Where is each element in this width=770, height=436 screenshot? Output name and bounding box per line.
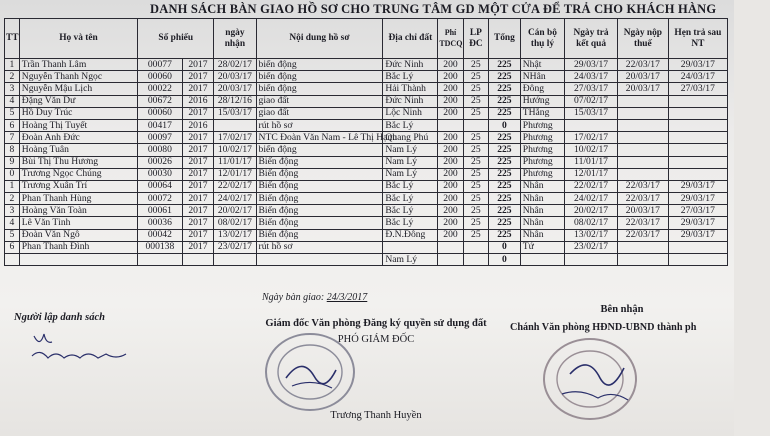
cell-fee2: 25 bbox=[463, 193, 488, 205]
cell-ret bbox=[668, 132, 727, 144]
cell-content: rút hồ sơ bbox=[256, 241, 383, 253]
cell-received: 28/12/16 bbox=[214, 95, 256, 107]
cell-officer: Phương bbox=[520, 119, 564, 131]
header-officer: Cán bộ thụ lý bbox=[520, 19, 564, 59]
cell-name: Hoàng Tuân bbox=[19, 144, 137, 156]
cell-fee2: 25 bbox=[463, 107, 488, 119]
cell-result: 07/02/17 bbox=[565, 95, 618, 107]
cell-address: Nam Lý bbox=[383, 168, 438, 180]
cell-content: Biến động bbox=[256, 168, 383, 180]
cell-result: 12/01/17 bbox=[565, 168, 618, 180]
cell-year: 2017 bbox=[182, 59, 214, 71]
cell-tax bbox=[617, 156, 668, 168]
cell-num: 00042 bbox=[138, 229, 182, 241]
header-received-date: ngày nhận bbox=[214, 19, 256, 59]
cell-tax bbox=[617, 241, 668, 253]
cell-fee2: 25 bbox=[463, 132, 488, 144]
cell-result: 11/01/17 bbox=[565, 156, 618, 168]
cell-ret bbox=[668, 107, 727, 119]
preparer-title: Người lập danh sách bbox=[14, 312, 105, 323]
cell-tt: 4 bbox=[5, 217, 20, 229]
cell-num: 00064 bbox=[138, 180, 182, 192]
cell-result: 23/02/17 bbox=[565, 241, 618, 253]
cell-fee1 bbox=[438, 254, 463, 266]
cell-tt: 1 bbox=[5, 59, 20, 71]
cell-received: 12/01/17 bbox=[214, 168, 256, 180]
cell-received: 20/03/17 bbox=[214, 71, 256, 83]
cell-tt: 0 bbox=[5, 168, 20, 180]
cell-tax bbox=[617, 107, 668, 119]
cell-ret: 29/03/17 bbox=[668, 193, 727, 205]
cell-officer: Phương bbox=[520, 132, 564, 144]
cell-total: 225 bbox=[489, 180, 521, 192]
header-address: Địa chỉ đất bbox=[383, 19, 438, 59]
cell-ret: 29/03/17 bbox=[668, 180, 727, 192]
cell-fee1: 200 bbox=[438, 168, 463, 180]
cell-officer: Hướng bbox=[520, 95, 564, 107]
cell-officer: NHân bbox=[520, 71, 564, 83]
cell-total: 225 bbox=[489, 71, 521, 83]
cell-name: Phan Thanh Đình bbox=[19, 241, 137, 253]
cell-officer: Nhân bbox=[520, 205, 564, 217]
cell-officer: Phương bbox=[520, 144, 564, 156]
cell-received: 22/02/17 bbox=[214, 180, 256, 192]
cell-total: 0 bbox=[489, 119, 521, 131]
cell-tt: 8 bbox=[5, 144, 20, 156]
cell-num: 00036 bbox=[138, 217, 182, 229]
cell-result: 29/03/17 bbox=[565, 59, 618, 71]
cell-num: 00026 bbox=[138, 156, 182, 168]
table-row bbox=[5, 217, 728, 229]
cell-name: Đoàn Anh Đức bbox=[19, 132, 137, 144]
cell-year: 2017 bbox=[182, 107, 214, 119]
cell-tax bbox=[617, 254, 668, 266]
cell-num: 00672 bbox=[138, 95, 182, 107]
header-fee-ldc: LP ĐC bbox=[463, 19, 488, 59]
cell-officer: Nhân bbox=[520, 193, 564, 205]
handover-date bbox=[262, 292, 367, 303]
cell-received: 13/02/17 bbox=[214, 229, 256, 241]
cell-fee2: 25 bbox=[463, 217, 488, 229]
cell-result: 24/02/17 bbox=[565, 193, 618, 205]
cell-total: 0 bbox=[489, 241, 521, 253]
cell-address: Đức Ninh bbox=[383, 95, 438, 107]
cell-num: 00080 bbox=[138, 144, 182, 156]
cell-address: Bắc Lý bbox=[383, 71, 438, 83]
cell-received bbox=[214, 254, 256, 266]
cell-officer: Nhân bbox=[520, 229, 564, 241]
cell-name: Trương Ngọc Chúng bbox=[19, 168, 137, 180]
header-form-no: Số phiếu bbox=[138, 19, 214, 59]
cell-ret: 29/03/17 bbox=[668, 59, 727, 71]
table-row bbox=[5, 107, 728, 119]
cell-fee2 bbox=[463, 119, 488, 131]
cell-total: 225 bbox=[489, 168, 521, 180]
cell-ret bbox=[668, 95, 727, 107]
cell-content: biến động bbox=[256, 83, 383, 95]
cell-fee1: 200 bbox=[438, 59, 463, 71]
cell-officer: Nhật bbox=[520, 59, 564, 71]
cell-fee1: 200 bbox=[438, 132, 463, 144]
cell-year: 2017 bbox=[182, 132, 214, 144]
cell-tt bbox=[5, 254, 20, 266]
cell-tax: 22/03/17 bbox=[617, 229, 668, 241]
cell-fee1: 200 bbox=[438, 107, 463, 119]
cell-fee1: 200 bbox=[438, 229, 463, 241]
cell-received: 17/02/17 bbox=[214, 132, 256, 144]
cell-year: 2017 bbox=[182, 241, 214, 253]
cell-tax bbox=[617, 168, 668, 180]
cell-total: 225 bbox=[489, 156, 521, 168]
cell-content: biến động bbox=[256, 59, 383, 71]
cell-received: 08/02/17 bbox=[214, 217, 256, 229]
cell-name: Hồ Duy Trúc bbox=[19, 107, 137, 119]
cell-fee1: 200 bbox=[438, 156, 463, 168]
cell-fee2: 25 bbox=[463, 180, 488, 192]
cell-address: Bắc Lý bbox=[383, 180, 438, 192]
cell-total: 225 bbox=[489, 59, 521, 71]
cell-name: Bùi Thị Thu Hương bbox=[19, 156, 137, 168]
table-row bbox=[5, 95, 728, 107]
cell-fee2 bbox=[463, 254, 488, 266]
cell-address: Hải Thành bbox=[383, 83, 438, 95]
cell-ret bbox=[668, 241, 727, 253]
cell-name: Trương Xuân Trí bbox=[19, 180, 137, 192]
cell-received: 23/02/17 bbox=[214, 241, 256, 253]
cell-tax bbox=[617, 132, 668, 144]
cell-total: 225 bbox=[489, 132, 521, 144]
cell-officer: Phương bbox=[520, 156, 564, 168]
cell-year: 2017 bbox=[182, 83, 214, 95]
cell-content: NTC Đoàn Văn Nam - Lê Thị Hạnh bbox=[256, 132, 383, 144]
cell-num: 00077 bbox=[138, 59, 182, 71]
cell-fee1: 200 bbox=[438, 217, 463, 229]
cell-name: Đoàn Văn Ngô bbox=[19, 229, 137, 241]
cell-tt: 1 bbox=[5, 180, 20, 192]
cell-content: Biến động bbox=[256, 193, 383, 205]
cell-tax: 22/03/17 bbox=[617, 193, 668, 205]
cell-address: Bắc Lý bbox=[383, 217, 438, 229]
cell-fee2: 25 bbox=[463, 229, 488, 241]
cell-officer: Đông bbox=[520, 83, 564, 95]
cell-tt: 6 bbox=[5, 241, 20, 253]
handover-date-label: Ngày bàn giao: bbox=[262, 292, 325, 303]
cell-num: 00097 bbox=[138, 132, 182, 144]
document-title: DANH SÁCH BÀN GIAO HỒ SƠ CHO TRUNG TÂM GD MỘT CỬA ĐỂ TRẢ CHO KHÁCH HÀNG bbox=[150, 2, 717, 16]
cell-content: Biến động bbox=[256, 156, 383, 168]
cell-address: Bắc Lý bbox=[383, 193, 438, 205]
cell-officer bbox=[520, 254, 564, 266]
cell-num: 00060 bbox=[138, 107, 182, 119]
cell-received bbox=[214, 119, 256, 131]
cell-received: 10/02/17 bbox=[214, 144, 256, 156]
cell-total: 225 bbox=[489, 144, 521, 156]
cell-tax bbox=[617, 119, 668, 131]
cell-ret bbox=[668, 254, 727, 266]
cell-name: Trần Thanh Lâm bbox=[19, 59, 137, 71]
cell-tax: 22/03/17 bbox=[617, 217, 668, 229]
cell-num: 00030 bbox=[138, 168, 182, 180]
table-row bbox=[5, 254, 728, 266]
cell-received: 20/03/17 bbox=[214, 83, 256, 95]
cell-name: Nguyễn Thanh Ngọc bbox=[19, 71, 137, 83]
cell-result: 08/02/17 bbox=[565, 217, 618, 229]
cell-tax bbox=[617, 95, 668, 107]
cell-content: giao đất bbox=[256, 107, 383, 119]
table-row bbox=[5, 144, 728, 156]
cell-content: biến động bbox=[256, 71, 383, 83]
cell-ret bbox=[668, 168, 727, 180]
cell-total: 225 bbox=[489, 83, 521, 95]
cell-year: 2017 bbox=[182, 205, 214, 217]
director-name: Trương Thanh Huyền bbox=[330, 410, 422, 421]
cell-year bbox=[182, 254, 214, 266]
cell-tt: 2 bbox=[5, 71, 20, 83]
cell-tax: 20/03/17 bbox=[617, 205, 668, 217]
cell-tax: 20/03/17 bbox=[617, 83, 668, 95]
table-row bbox=[5, 241, 728, 253]
cell-fee2 bbox=[463, 241, 488, 253]
cell-received: 28/02/17 bbox=[214, 59, 256, 71]
cell-total: 225 bbox=[489, 107, 521, 119]
cell-content: Biến động bbox=[256, 217, 383, 229]
cell-ret bbox=[668, 119, 727, 131]
cell-year: 2017 bbox=[182, 168, 214, 180]
cell-total: 225 bbox=[489, 217, 521, 229]
cell-tax: 22/03/17 bbox=[617, 180, 668, 192]
cell-total: 0 bbox=[489, 254, 521, 266]
cell-received: 15/03/17 bbox=[214, 107, 256, 119]
cell-address: Đ.N.Đông bbox=[383, 229, 438, 241]
cell-fee1: 200 bbox=[438, 83, 463, 95]
header-fee-tdco: Phí TDCQ bbox=[438, 19, 463, 59]
header-total: Tổng bbox=[489, 19, 521, 59]
cell-result bbox=[565, 119, 618, 131]
cell-name: Hoàng Văn Toàn bbox=[19, 205, 137, 217]
table-row bbox=[5, 156, 728, 168]
cell-fee1 bbox=[438, 241, 463, 253]
cell-fee1: 200 bbox=[438, 180, 463, 192]
cell-result: 10/02/17 bbox=[565, 144, 618, 156]
cell-result: 20/02/17 bbox=[565, 205, 618, 217]
cell-name: Nguyễn Mậu Lịch bbox=[19, 83, 137, 95]
receiver-stamp bbox=[540, 334, 640, 424]
cell-result: 22/02/17 bbox=[565, 180, 618, 192]
cell-num: 00022 bbox=[138, 83, 182, 95]
cell-total: 225 bbox=[489, 193, 521, 205]
cell-result: 24/03/17 bbox=[565, 71, 618, 83]
cell-num bbox=[138, 254, 182, 266]
handover-date-value: 24/3/2017 bbox=[326, 292, 368, 303]
cell-tax: 22/03/17 bbox=[617, 59, 668, 71]
cell-ret bbox=[668, 144, 727, 156]
table-body bbox=[5, 59, 728, 266]
cell-name: Đặng Văn Dư bbox=[19, 95, 137, 107]
cell-name: Hoàng Thị Tuyết bbox=[19, 119, 137, 131]
cell-name bbox=[19, 254, 137, 266]
cell-address: Nam Lý bbox=[383, 144, 438, 156]
cell-content: Biến động bbox=[256, 180, 383, 192]
handover-table bbox=[4, 18, 728, 266]
cell-content: giao đất bbox=[256, 95, 383, 107]
header-tax-date: Ngày nộp thuế bbox=[617, 19, 668, 59]
cell-fee2: 25 bbox=[463, 205, 488, 217]
cell-received: 24/02/17 bbox=[214, 193, 256, 205]
cell-received: 11/01/17 bbox=[214, 156, 256, 168]
cell-result bbox=[565, 254, 618, 266]
cell-officer: Tứ bbox=[520, 241, 564, 253]
preparer-signature bbox=[26, 328, 146, 364]
cell-fee2: 25 bbox=[463, 156, 488, 168]
cell-content: Biến động bbox=[256, 229, 383, 241]
cell-result: 13/02/17 bbox=[565, 229, 618, 241]
cell-ret: 29/03/17 bbox=[668, 217, 727, 229]
cell-result: 27/03/17 bbox=[565, 83, 618, 95]
cell-tt: 4 bbox=[5, 95, 20, 107]
table-row bbox=[5, 71, 728, 83]
cell-officer: Phương bbox=[520, 168, 564, 180]
table-row bbox=[5, 205, 728, 217]
table-row bbox=[5, 193, 728, 205]
cell-fee1: 200 bbox=[438, 95, 463, 107]
cell-tt: 6 bbox=[5, 119, 20, 131]
cell-content: rút hồ sơ bbox=[256, 119, 383, 131]
cell-address bbox=[383, 241, 438, 253]
cell-fee2: 25 bbox=[463, 83, 488, 95]
cell-num: 00417 bbox=[138, 119, 182, 131]
cell-num: 00060 bbox=[138, 71, 182, 83]
cell-year: 2017 bbox=[182, 229, 214, 241]
cell-ret: 24/03/17 bbox=[668, 71, 727, 83]
cell-year: 2016 bbox=[182, 119, 214, 131]
cell-address: Bắc Lý bbox=[383, 119, 438, 131]
cell-fee2: 25 bbox=[463, 95, 488, 107]
cell-fee2: 25 bbox=[463, 168, 488, 180]
cell-tt: 7 bbox=[5, 132, 20, 144]
cell-fee2: 25 bbox=[463, 59, 488, 71]
cell-address: Nam Lý bbox=[383, 156, 438, 168]
cell-num: 00061 bbox=[138, 205, 182, 217]
cell-year: 2017 bbox=[182, 193, 214, 205]
cell-fee1: 200 bbox=[438, 193, 463, 205]
table-row bbox=[5, 119, 728, 131]
cell-fee1: 200 bbox=[438, 144, 463, 156]
cell-tt: 5 bbox=[5, 107, 20, 119]
cell-year: 2017 bbox=[182, 144, 214, 156]
cell-num: 00072 bbox=[138, 193, 182, 205]
cell-received: 20/02/17 bbox=[214, 205, 256, 217]
cell-year: 2017 bbox=[182, 156, 214, 168]
director-title: Giám đốc Văn phòng Đăng ký quyền sử dụng đất bbox=[265, 318, 487, 329]
cell-fee1 bbox=[438, 119, 463, 131]
cell-content bbox=[256, 254, 383, 266]
cell-year: 2017 bbox=[182, 217, 214, 229]
table-header-row bbox=[5, 19, 728, 59]
table-row bbox=[5, 132, 728, 144]
cell-total: 225 bbox=[489, 95, 521, 107]
cell-total: 225 bbox=[489, 229, 521, 241]
table-row bbox=[5, 83, 728, 95]
cell-result: 17/02/17 bbox=[565, 132, 618, 144]
cell-fee1: 200 bbox=[438, 205, 463, 217]
table-row bbox=[5, 229, 728, 241]
cell-address: Đức Ninh bbox=[383, 59, 438, 71]
cell-ret bbox=[668, 156, 727, 168]
cell-name: Lê Văn Tình bbox=[19, 217, 137, 229]
cell-officer: THắng bbox=[520, 107, 564, 119]
header-result-date: Ngày trả kết quả bbox=[565, 19, 618, 59]
receiver-subtitle: Chánh Văn phòng HĐND-UBND thành ph bbox=[510, 322, 697, 333]
cell-officer: Nhân bbox=[520, 180, 564, 192]
cell-officer: Nhân bbox=[520, 217, 564, 229]
cell-address: Quang Phú bbox=[383, 132, 438, 144]
cell-name: Phan Thanh Hùng bbox=[19, 193, 137, 205]
cell-tt: 3 bbox=[5, 83, 20, 95]
cell-tax: 20/03/17 bbox=[617, 71, 668, 83]
cell-content: biến động bbox=[256, 144, 383, 156]
cell-ret: 27/03/17 bbox=[668, 83, 727, 95]
cell-fee2: 25 bbox=[463, 144, 488, 156]
cell-ret: 29/03/17 bbox=[668, 229, 727, 241]
table-row bbox=[5, 180, 728, 192]
cell-year: 2017 bbox=[182, 71, 214, 83]
cell-num: 000138 bbox=[138, 241, 182, 253]
cell-tt: 3 bbox=[5, 205, 20, 217]
cell-year: 2016 bbox=[182, 95, 214, 107]
cell-tt: 5 bbox=[5, 229, 20, 241]
receiver-title: Bên nhận bbox=[600, 304, 644, 315]
cell-address: Bắc Lý bbox=[383, 205, 438, 217]
director-subtitle: PHÓ GIÁM ĐỐC bbox=[337, 334, 415, 345]
cell-tt: 9 bbox=[5, 156, 20, 168]
header-content: Nội dung hồ sơ bbox=[256, 19, 383, 59]
cell-year: 2017 bbox=[182, 180, 214, 192]
cell-address: Lộc Ninh bbox=[383, 107, 438, 119]
cell-tt: 2 bbox=[5, 193, 20, 205]
cell-result: 15/03/17 bbox=[565, 107, 618, 119]
cell-tax bbox=[617, 144, 668, 156]
table-row bbox=[5, 59, 728, 71]
cell-fee2: 25 bbox=[463, 71, 488, 83]
cell-total: 225 bbox=[489, 205, 521, 217]
cell-address: Nam Lý bbox=[383, 254, 438, 266]
table-row bbox=[5, 168, 728, 180]
cell-content: Biến động bbox=[256, 205, 383, 217]
header-return-date: Hẹn trả sau NT bbox=[668, 19, 727, 59]
header-name: Họ và tên bbox=[19, 19, 137, 59]
director-stamp bbox=[262, 330, 358, 414]
cell-ret: 27/03/17 bbox=[668, 205, 727, 217]
cell-fee1: 200 bbox=[438, 71, 463, 83]
header-tt: TT bbox=[5, 19, 20, 59]
